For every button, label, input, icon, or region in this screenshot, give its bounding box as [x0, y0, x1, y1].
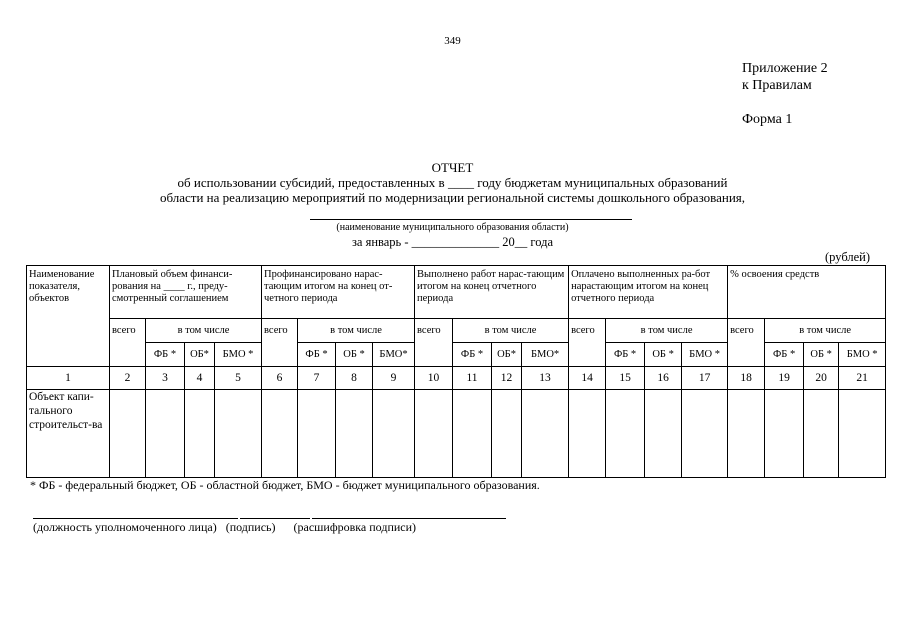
municipality-caption: (наименование муниципального образования области): [336, 222, 569, 233]
table-cell: [185, 390, 215, 478]
column-number-row: [27, 367, 886, 390]
column-number: 14: [569, 367, 606, 390]
column-number: 1: [27, 367, 110, 390]
table-cell: [492, 390, 522, 478]
paid-including-header: в том числе: [606, 319, 728, 343]
column-number: 8: [336, 367, 373, 390]
paid-ob-header: ОБ *: [645, 343, 682, 367]
financed-ob-header: ОБ *: [336, 343, 373, 367]
appendix-line-1: Приложение 2: [742, 61, 828, 76]
percent-ob-header: ОБ *: [804, 343, 839, 367]
header-planned: Плановый объем финанси-рования на ____ г., преду-смотренный соглашением: [110, 266, 262, 319]
column-number: 21: [839, 367, 886, 390]
completed-ob-header: ОБ*: [492, 343, 522, 367]
table-cell: [728, 390, 765, 478]
table-cell: [606, 390, 645, 478]
table-cell: [110, 390, 146, 478]
table-cell: [569, 390, 606, 478]
column-number: 18: [728, 367, 765, 390]
report-table: [26, 265, 886, 478]
decoding-label: (расшифровка подписи): [293, 520, 417, 534]
position-label: (должность уполномоченного лица): [33, 520, 217, 534]
appendix-reference: [742, 60, 828, 94]
report-title-line-1: об использовании субсидий, предоставленных в ____ году бюджетам муниципальных образований: [177, 175, 728, 190]
column-number: 3: [146, 367, 185, 390]
percent-fb-header: ФБ *: [765, 343, 804, 367]
table-cell: [453, 390, 492, 478]
table-cell: [765, 390, 804, 478]
table-cell: [262, 390, 298, 478]
column-number: 16: [645, 367, 682, 390]
table-row: [27, 390, 886, 478]
municipality-name-line: [310, 219, 632, 220]
column-number: 4: [185, 367, 215, 390]
column-number: 2: [110, 367, 146, 390]
table-cell: [336, 390, 373, 478]
paid-bmo-header: БМО *: [682, 343, 728, 367]
decoding-line: [312, 518, 506, 519]
units-label: (рублей): [825, 250, 871, 264]
table-cell: [839, 390, 886, 478]
position-line: [33, 518, 238, 519]
column-number: 6: [262, 367, 298, 390]
header-paid: Оплачено выполненных ра-бот нарастающим итогом на конец отчетного периода: [569, 266, 728, 319]
percent-bmo-header: БМО *: [839, 343, 886, 367]
column-number: 10: [415, 367, 453, 390]
completed-total-header: всего: [415, 319, 453, 367]
percent-total-header: всего: [728, 319, 765, 367]
appendix-line-2: к Правилам: [742, 78, 812, 93]
column-number: 7: [298, 367, 336, 390]
planned-ob-header: ОБ*: [185, 343, 215, 367]
column-number: 11: [453, 367, 492, 390]
column-number: 19: [765, 367, 804, 390]
header-name-col: Наименование показателя, объектов: [27, 266, 110, 367]
page-number: 349: [444, 35, 461, 47]
table-cell: [298, 390, 336, 478]
column-number: 20: [804, 367, 839, 390]
column-number: 9: [373, 367, 415, 390]
table-cell: [645, 390, 682, 478]
financed-bmo-header: БМО*: [373, 343, 415, 367]
table-cell: [522, 390, 569, 478]
financed-fb-header: ФБ *: [298, 343, 336, 367]
percent-including-header: в том числе: [765, 319, 886, 343]
column-number: 15: [606, 367, 645, 390]
table-cell: [373, 390, 415, 478]
completed-including-header: в том числе: [453, 319, 569, 343]
completed-fb-header: ФБ *: [453, 343, 492, 367]
report-heading: ОТЧЕТ: [431, 160, 474, 175]
period-line: за январь - ______________ 20__ года: [351, 235, 554, 249]
planned-including-header: в том числе: [146, 319, 262, 343]
paid-fb-header: ФБ *: [606, 343, 645, 367]
signature-caption: [33, 520, 416, 535]
row-label: Объект капи-тального строительст-ва: [27, 390, 110, 478]
report-title-line-2: области на реализацию мероприятий по модернизации региональной системы дошкольного образования,: [159, 190, 746, 205]
signature-label: (подпись): [225, 520, 276, 534]
table-cell: [682, 390, 728, 478]
form-label: Форма 1: [742, 112, 793, 127]
header-completed: Выполнено работ нарас-тающим итогом на конец отчетного периода: [415, 266, 569, 319]
footnote: * ФБ - федеральный бюджет, ОБ - областной бюджет, БМО - бюджет муниципального образования.: [30, 478, 540, 492]
column-number: 17: [682, 367, 728, 390]
planned-fb-header: ФБ *: [146, 343, 185, 367]
table-cell: [215, 390, 262, 478]
report-title: [0, 160, 905, 205]
table-cell: [804, 390, 839, 478]
column-number: 5: [215, 367, 262, 390]
signature-line: [240, 518, 310, 519]
header-percent: % освоения средств: [728, 266, 886, 319]
planned-total-header: всего: [110, 319, 146, 367]
table-cell: [415, 390, 453, 478]
financed-total-header: всего: [262, 319, 298, 367]
header-financed: Профинансировано нарас-тающим итогом на конец от-четного периода: [262, 266, 415, 319]
paid-total-header: всего: [569, 319, 606, 367]
column-number: 13: [522, 367, 569, 390]
column-number: 12: [492, 367, 522, 390]
table-cell: [146, 390, 185, 478]
financed-including-header: в том числе: [298, 319, 415, 343]
completed-bmo-header: БМО*: [522, 343, 569, 367]
planned-bmo-header: БМО *: [215, 343, 262, 367]
